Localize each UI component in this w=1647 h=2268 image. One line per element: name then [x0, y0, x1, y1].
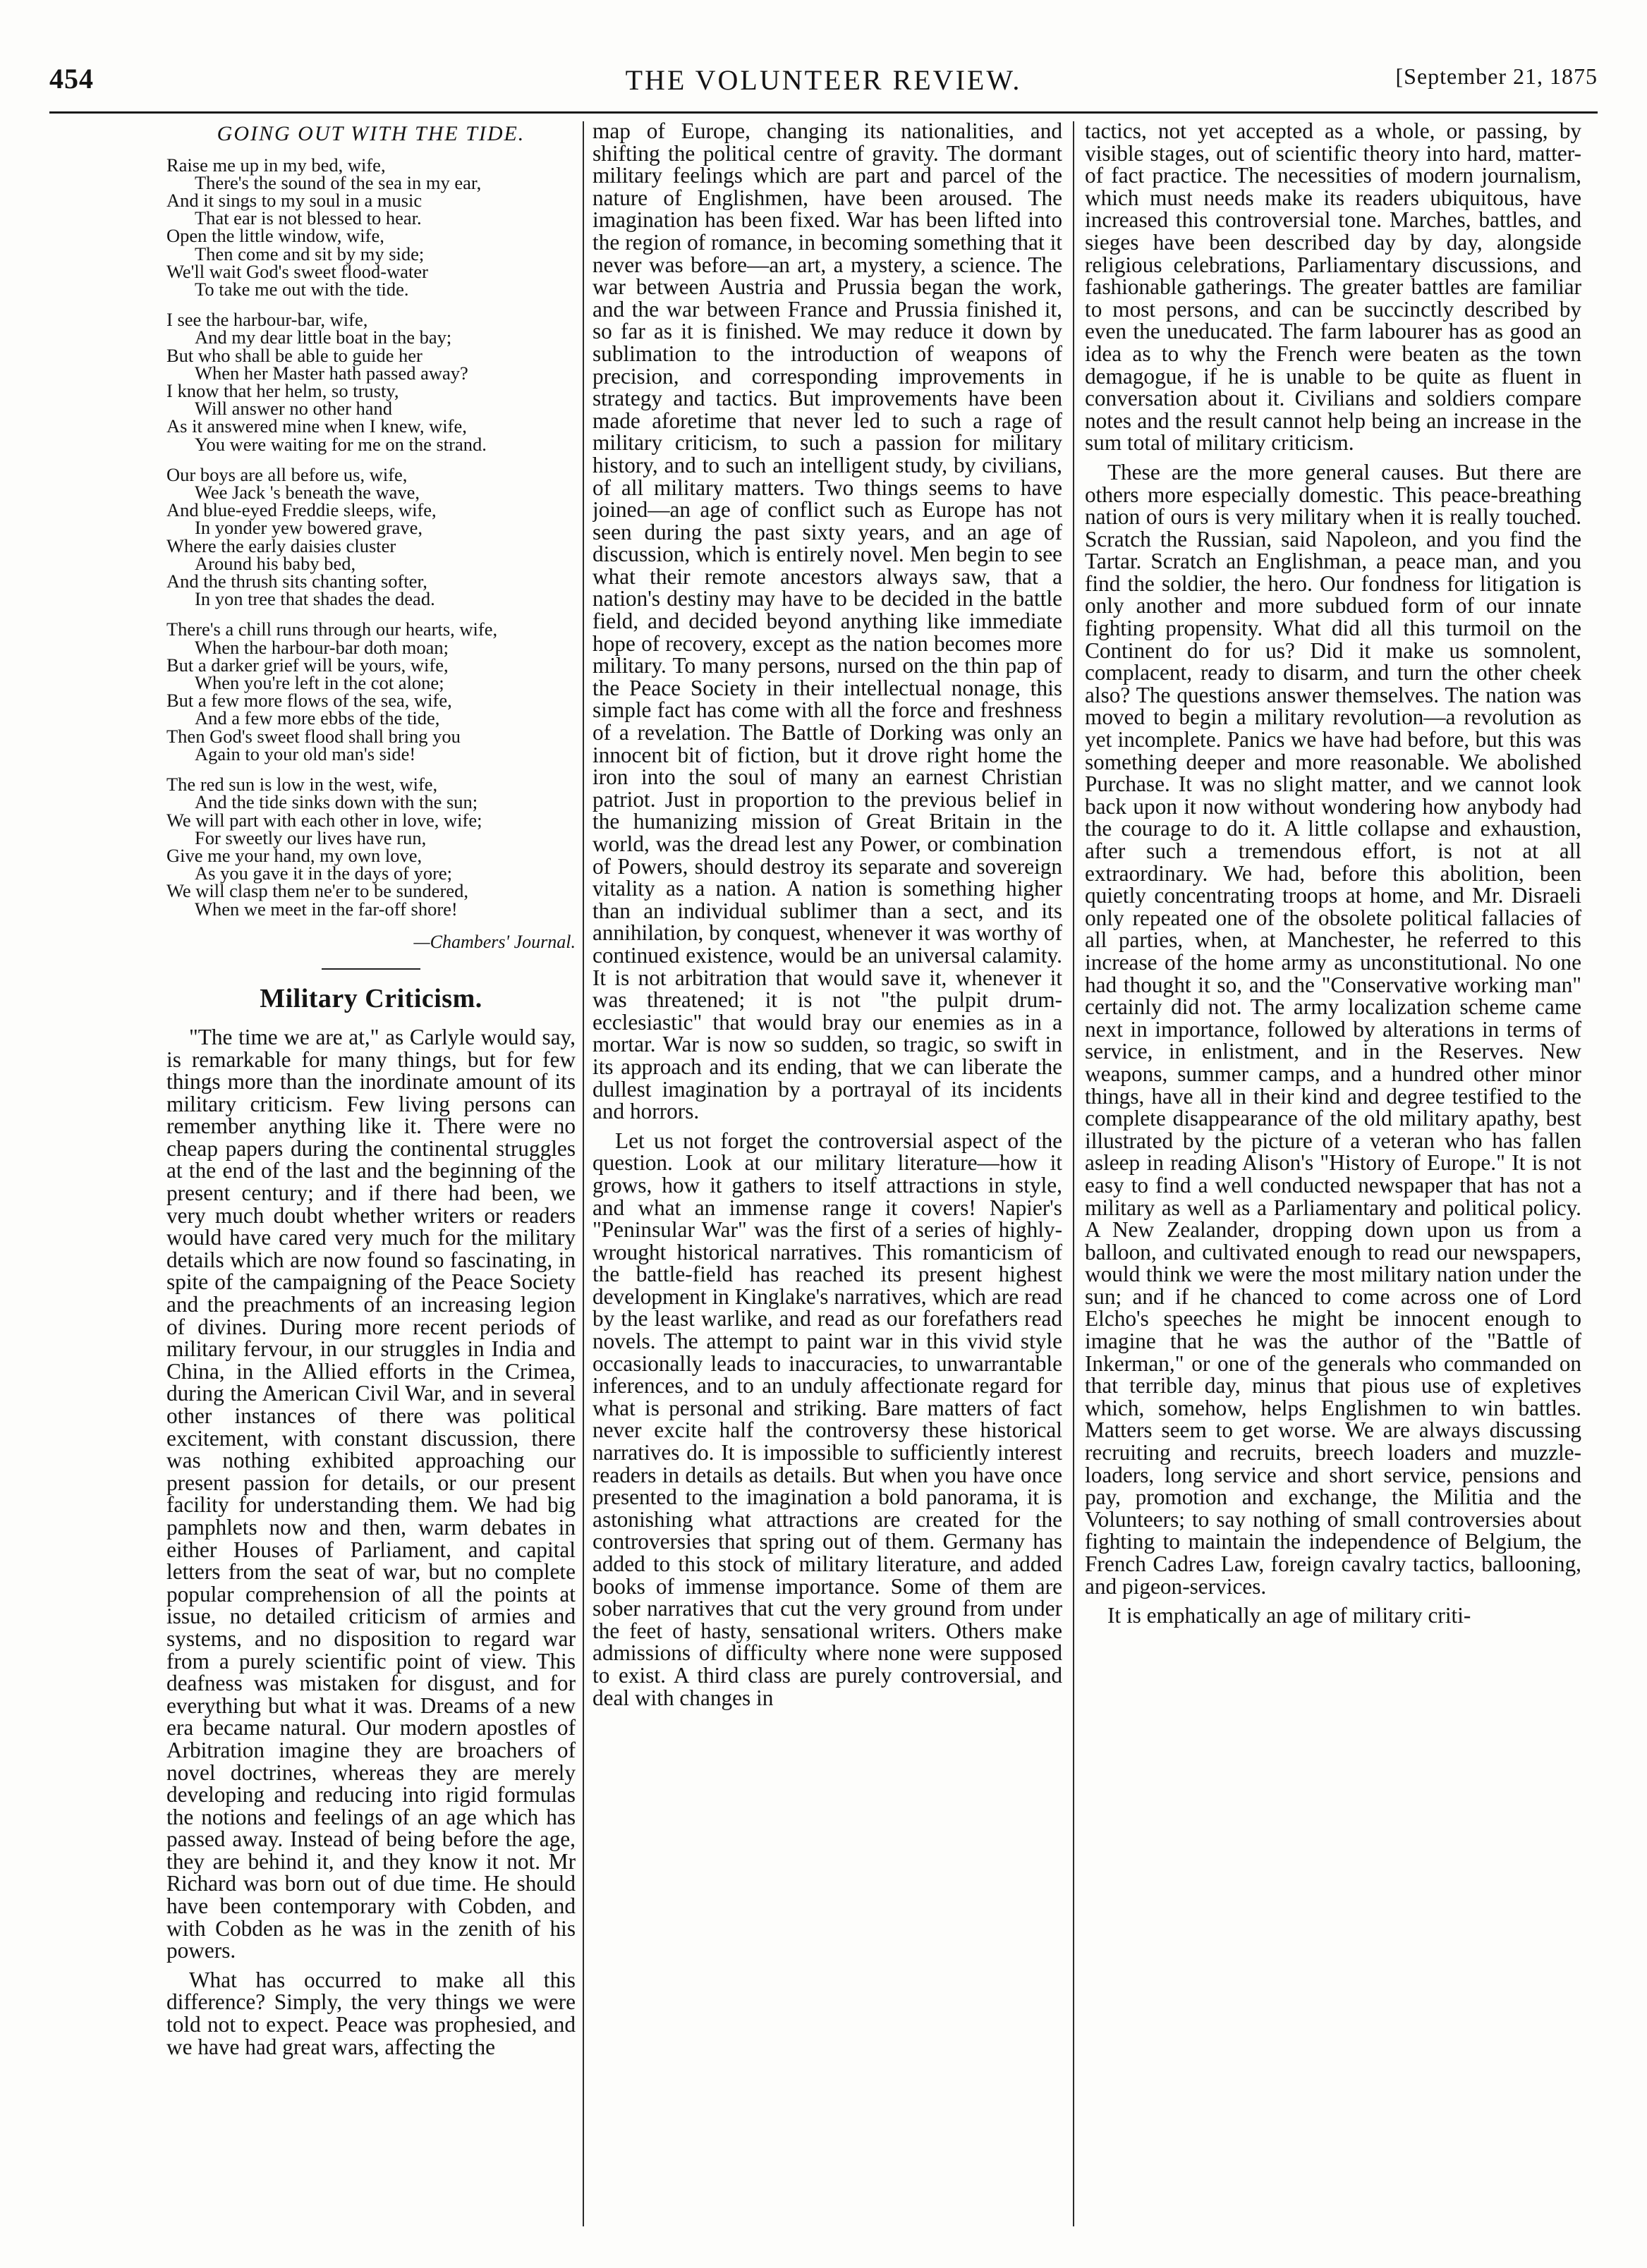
poem-line: That ear is not blessed to hear.	[195, 207, 422, 229]
poem-line: I see the harbour-bar, wife,	[166, 309, 368, 331]
column-divider	[1073, 121, 1074, 2226]
poem-line: You were waiting for me on the strand.	[195, 433, 487, 455]
poem-line: Our boys are all before us, wife,	[166, 463, 408, 485]
column-divider	[583, 121, 584, 2226]
poem-line: As it answered mine when I knew, wife,	[166, 415, 467, 437]
poem-line: We will clasp them ne'er to be sundered,	[166, 880, 468, 902]
poem-line: In yon tree that shades the dead.	[195, 588, 435, 610]
article-paragraph: map of Europe, changing its nationalities, and shifting the political centre of gravity. The dormant military feelings which are part and parcel of the nature of Englishmen, have been aroused. The imagination has been fixed. War has been lifted into the region of romance, in becoming something that it never was before—an art, a mystery, a science. The war between Austria and Prussia began the work, and the war between France and Prussia finished it, so far as it is finished. We may reduce it down by sublimation to the introduction of weapons of precision, and corresponding improvements in strategy and tactics. But improvements have been made aforetime that never led to such a rage of military criticism, to such a passion for military history, and to such an intelligent study, by civilians, of all military matters. Two things seems to have joined—an age of conflict such as Europe has not seen during the past sixty years, and an age of discussion, which is entirely novel. Men begin to see what their remote ancestors always saw, that a nation's destiny may have to be decided in the battle field, and decided beyond anything like immediate hope of recovery, except as the nation becomes more military. To many persons, nursed on the thin pap of the Peace Society in their intellectual nonage, this simple fact has come with all the force and freshness of a revelation. The Battle of Dorking was only an innocent bit of fiction, but it drove right home the iron into the soul of many an earnest Christian patriot. Just in proportion to the previous belief in the humanizing mission of Great Britain in the world, was the dread lest any Power, or combination of Powers, should destroy its separate and sovereign vitality as a nation. A nation is something higher than an individual sublimer than a sect, and its annihilation, by conquest, whenever it was worthy of continued existence, would be an universal calamity. It is not arbitration that would save it, whenever it was threatened; it is not "the pulpit drum-ecclesiastic" that would bray our enemies as in a mortar. War is now so sudden, so tragic, so swift in its approach and its ending, that we can liberate the dullest imagination by a portrayal of its incidents and horrors.	[592, 120, 1062, 1124]
issue-date: [September 21, 1875	[1395, 63, 1598, 89]
page-header	[49, 62, 1598, 104]
poem-line: But a darker grief will be yours, wife,	[166, 654, 449, 676]
column-3	[1085, 120, 1581, 2229]
poem-line: There's the sound of the sea in my ear,	[195, 171, 482, 193]
section-divider	[322, 968, 420, 970]
poem-line: We'll wait God's sweet flood-water	[166, 260, 428, 282]
poem-line: Will answer no other hand	[195, 398, 393, 420]
poem-line: Where the early daisies cluster	[166, 535, 396, 556]
poem-stanza	[166, 776, 576, 918]
poem-line: And blue-eyed Freddie sleeps, wife,	[166, 499, 437, 521]
poem-line: And my dear little boat in the bay;	[195, 327, 452, 348]
article-paragraph: "The time we are at," as Carlyle would say, is remarkable for many things, but for few things more than the inordinate amount of its military criticism. Few living persons can remember anything like it. There were no cheap papers during the continental struggles at the end of the last and the beginning of the present century; and if there had been, we very much doubt whether writers or readers would have cared very much for the military details which are now found so fascinating, in spite of the campaigning of the Peace Society and the preachments of an increasing legion of divines. During more recent periods of military fervour, in our struggles in India and China, in the Allied efforts in the Crimea, during the American Civil War, and in several other instances of there was political excitement, with constant discussion, there was nothing exhibited approaching our present passion for details, or our present facility for understanding them. We had big pamphlets now and then, warm debates in either Houses of Parliament, and capital letters from the seat of war, but no complete popular comprehension of all the points at issue, no detailed criticism of armies and systems, and no disposition to regard war from a purely scientific point of view. This deafness was mistaken for disgust, and for everything but what it was. Dreams of a new era became natural. Our modern apostles of Arbitration imagine they are broachers of novel doctrines, whereas they are merely developing and reducing into rigid formulas the notions and feelings of an age which has passed away. Instead of being before the age, they are behind it, and they know it not. Mr Richard was born out of due time. He should have been contemporary with Cobden, and with Cobden as he was in the zenith of his powers.	[166, 1024, 576, 1963]
poem-line: We will part with each other in love, wife;	[166, 809, 482, 831]
poem-line: Then come and sit by my side;	[195, 243, 425, 264]
article-heading: Military Criticism.	[260, 984, 482, 1014]
poem-line: Wee Jack 's beneath the wave,	[195, 482, 420, 504]
poem-line: When you're left in the cot alone;	[195, 672, 444, 694]
poem-line: And the thrush sits chanting softer,	[166, 571, 427, 592]
header-rule	[49, 111, 1598, 114]
poem-line: And it sings to my soul in a music	[166, 190, 423, 211]
poem-line: When the harbour-bar doth moan;	[195, 636, 449, 658]
poem-stanza	[166, 463, 576, 610]
masthead-title: THE VOLUNTEER REVIEW.	[625, 64, 1022, 96]
poem-line: And a few more ebbs of the tide,	[195, 707, 440, 729]
poem-stanza	[166, 311, 576, 453]
poem-line: When we meet in the far-off shore!	[195, 898, 458, 920]
poem-stanza	[166, 154, 576, 300]
poem-line: Raise me up in my bed, wife,	[166, 154, 386, 176]
poem-line: In yonder yew bowered grave,	[195, 517, 423, 539]
poem-title: GOING OUT WITH THE TIDE.	[217, 122, 525, 145]
article-paragraph: Let us not forget the controversial aspect of the question. Look at our military literature—how it grows, how it gathers to itself attractions in style, and what an immense range it covers! Napier's "Peninsular War" was the first of a series of highly-wrought historical narratives. This romanticism of the battle-field has reached its present highest development in Kinglake's narratives, which are read by the least warlike, and read as our forefathers read novels. The attempt to paint war in this vivid style occasionally leads to inaccuracies, to unwarrantable inferences, and to an unduly affectionate regard for what is personal and striking. Bare matters of fact never excite half the controversy these historical narratives do. It is impossible to sufficiently interest readers in details as details. But when you have once presented to the imagination a bold panorama, it is astonishing what attractions are created for the controversies that spring out of them. Germany has added to this stock of military literature, and added books of immense importance. Some of them are sober narratives that cut the very ground from under the feet of hasty, sensational writers. Others make admissions of difficulty where none were supposed to exist. A third class are purely controversial, and deal with changes in	[592, 1128, 1062, 1710]
poem-attribution: —Chambers' Journal.	[413, 931, 576, 952]
poem-line: Then God's sweet flood shall bring you	[166, 725, 461, 747]
poem-stanza	[166, 618, 576, 764]
poem-line: To take me out with the tide.	[195, 279, 409, 300]
poem-line: Around his baby bed,	[195, 552, 356, 574]
poem-line: Again to your old man's side!	[195, 743, 416, 764]
article-paragraph: What has occurred to make all this difference? Simply, the very things we were told not to expect. Peace was prophesied, and we have had great wars, affecting the	[166, 1967, 576, 2059]
poem-line: Give me your hand, my own love,	[166, 844, 423, 866]
poem-line: When her Master hath passed away?	[195, 362, 468, 384]
article-paragraph: It is emphatically an age of military criti-	[1107, 1603, 1471, 1628]
poem-body	[166, 154, 576, 920]
column-1	[166, 120, 576, 2229]
article-paragraph: tactics, not yet accepted as a whole, or passing, by visible stages, out of scientific theory into hard, matter-of fact practice. The necessities of modern journalism, which must needs make its readers ubiquitous, have increased this controversial tone. Marches, battles, and sieges have been described day by day, alongside religious celebrations, Parliamentary discussions, and fashionable gatherings. The greater battles are familiar to most persons, and can be succinctly described by even the uneducated. The farm labourer has as good an idea as to why the French were beaten as the town demagogue, if he is unable to be quite as fluent in conversation about it. Civilians and soldiers compare notes and the result cannot help being an increase in the sum total of military criticism.	[1085, 120, 1581, 456]
poem-line: I know that her helm, so trusty,	[166, 380, 399, 402]
column-2	[592, 120, 1062, 2229]
poem-line: The red sun is low in the west, wife,	[166, 774, 438, 795]
poem-line: There's a chill runs through our hearts, wife,	[166, 618, 498, 640]
poem-line: Open the little window, wife,	[166, 225, 384, 247]
article-paragraph: These are the more general causes. But there are others more especially domestic. This peace-breathing nation of ours is very military when it is really touched. Scratch the Russian, said Napoleon, and you find the Tartar. Scratch an Englishman, a peace man, and you find the soldier, the hero. Our fondness for litigation is only another and more subdued form of our innate fighting propensity. What did all this turmoil on the Continent do for us? Did it make us somnolent, complacent, ready to disarm, and turn the other cheek also? The questions answer themselves. The nation was moved to begin a military revolution—a revolution as yet incomplete. Panics we have had before, but this was something deeper and more reasonable. We abolished Purchase. It was no slight matter, and we cannot look back upon it now without wondering how anybody had the courage to do it. A little collapse and exhaustion, after such a tremendous effort, is not at all extraordinary. We had, before this abolition, been quietly concentrating troops at home, and Mr. Disraeli only repeated one of the obsolete political fallacies of all parties, when, at Manchester, he referred to this increase of the home army as unconstitutional. No one had thought it so, and the "Conservative working man" certainly did not. The army localization scheme came next in importance, followed by alterations in terms of service, in enlistment, and in the Reserves. New weapons, summer camps, and a hundred other minor things, have all in their kind and degree testified to the complete disappearance of the old military apathy, best illustrated by the picture of a veteran who has fallen asleep in reading Alison's "History of Europe." It is not easy to find a well conducted newspaper that has not a military as well as a Parliamentary and political policy. A New Zealander, dropping down upon us from a balloon, and cultivated enough to read our newspapers, would think we were the most military nation under the sun; and if he chanced to come across one of Lord Elcho's speeches he might be innocent enough to imagine that he was the author of the "Battle of Inkerman," or one of the generals who commanded on that terrible day, minus that pious use of expletives which, somehow, helps Englishmen to win battles. Matters seem to get worse. We are always discussing recruiting and recruits, breech loaders and muzzle-loaders, long service and short service, pensions and pay, promotion and exchange, the Militia and the Volunteers; to say nothing of small controversies about fighting to maintain the independence of Belgium, the French Cadres Law, foreign cavalry tactics, ballooning, and pigeon-services.	[1085, 459, 1581, 1599]
page-number: 454	[49, 63, 94, 94]
poem-line: As you gave it in the days of yore;	[195, 862, 453, 884]
poem-line: But a few more flows of the sea, wife,	[166, 690, 452, 712]
poem-line: And the tide sinks down with the sun;	[195, 791, 478, 813]
poem-line: For sweetly our lives have run,	[195, 827, 427, 848]
poem-line: But who shall be able to guide her	[166, 344, 423, 366]
